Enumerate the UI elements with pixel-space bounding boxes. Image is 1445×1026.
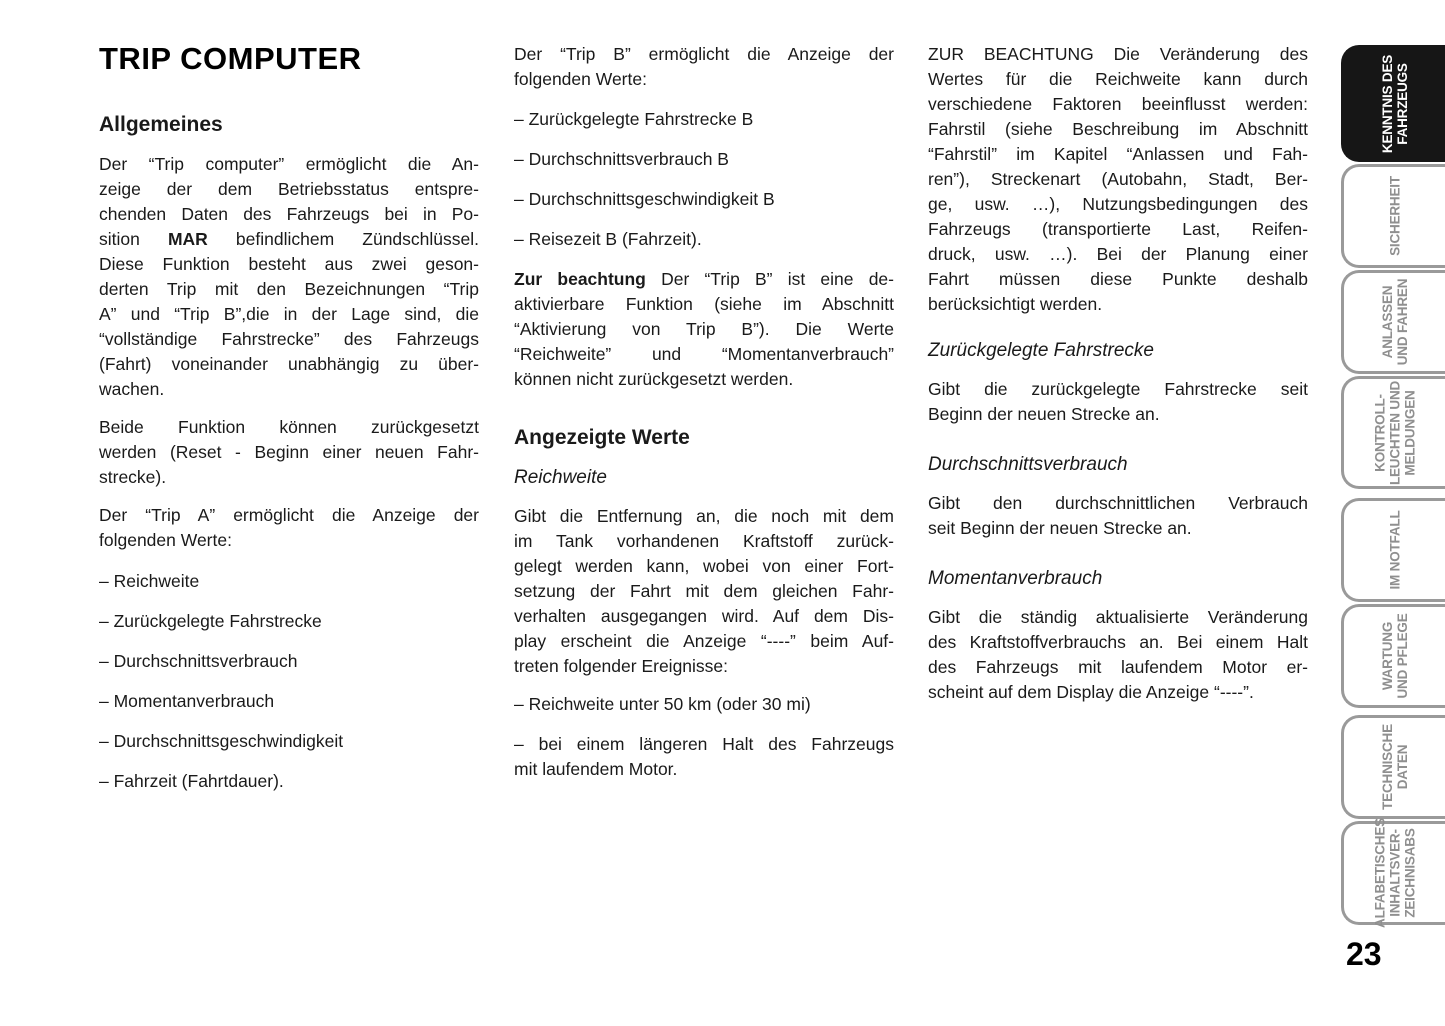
tab-kontrollleuchten-und-meldungen[interactable]: [1341, 376, 1445, 489]
tab-label: TECHNISCHE DATEN: [1379, 724, 1410, 810]
tab-label: ALFABETISCHES INHALTSVER- ZEICHNISABS: [1372, 818, 1417, 928]
tab-technische-daten[interactable]: [1341, 715, 1445, 819]
list-item: – Zurückgelegte Fahrstrecke B: [514, 109, 754, 129]
tab-kenntnis-des-fahrzeugs[interactable]: [1341, 45, 1445, 162]
paragraph: Gibt den durchschnittlichen Verbrauch seit Beginn der neuen Strecke an.: [928, 493, 1308, 538]
tab-im-notfall[interactable]: [1341, 498, 1445, 602]
subheading-zurueckgelegte-fahrstrecke: Zurückgelegte Fahrstrecke: [928, 340, 1154, 361]
section-heading-allgemeines: Allgemeines: [99, 113, 223, 136]
chapter-tab-rail: [1341, 45, 1445, 927]
tab-label: ANLASSEN UND FAHREN: [1379, 278, 1410, 366]
paragraph: Gibt die ständig aktualisierte Veränderung des Kraftstoffverbrauchs an. Bei einem Halt des Fahrzeugs mit laufendem Motor er- scheint auf dem Display die Anzeige “----”.: [928, 607, 1308, 702]
column-left: [99, 42, 479, 809]
tab-label: IM NOTFALL: [1387, 510, 1402, 590]
list-item: – Durchschnittsverbrauch: [99, 651, 298, 671]
note-paragraph: ZUR BEACHTUNG Die Veränderung des Wertes für die Reichweite kann durch verschiedene Faktoren beeinflusst werden: Fahrstil (siehe Beschreibung im Abschnitt “Fahrstil” im Kapitel “Anlassen und Fah- ren”), Streckenart (Autobahn, Stadt, Ber- ge, usw. …), Nutzungsbedingungen des Fahrzeugs (transportierte Last, Reifen- druck, usw. …). Bei der Planung einer Fahrt müssen diese Punkte deshalb berücksichtigt werden.: [928, 44, 1308, 314]
paragraph: Der “Trip A” ermöglicht die Anzeige der folgenden Werte:: [99, 505, 479, 550]
trip-b-values-list: [514, 107, 894, 252]
subheading-reichweite: Reichweite: [514, 467, 607, 488]
list-item: – Zurückgelegte Fahrstrecke: [99, 611, 322, 631]
note-paragraph: Zur beachtung Der “Trip B” ist eine de- aktivierbare Funktion (siehe im Abschnitt “Aktivierung von Trip B”). Die Werte “Reichweite” und “Momentanverbrauch” können nicht zurückgesetzt werden.: [514, 269, 894, 389]
tab-wartung-und-pflege[interactable]: [1341, 604, 1445, 708]
tab-label: KONTROLL- LEUCHTEN UND MELDUNGEN: [1372, 380, 1417, 485]
paragraph: Der “Trip computer” ermöglicht die An- zeige der dem Betriebsstatus entspre- chenden Daten des Fahrzeugs bei in Po- sition MAR befindlichem Zündschlüssel. Diese Funktion besteht aus zwei geson- derten Trip mit den Bezeichnungen “Trip A” und “Trip B”,die in der Lage sind, die “vollständige Fahrstrecke” des Fahrzeugs (Fahrt) voneinander unabhängig zu über- wachen.: [99, 154, 480, 399]
list-item: – Durchschnittsgeschwindigkeit: [99, 731, 344, 751]
tab-label: WARTUNG UND PFLEGE: [1379, 613, 1410, 699]
list-item: – Reisezeit B (Fahrzeit).: [514, 229, 702, 249]
subheading-durchschnittsverbrauch: Durchschnittsverbrauch: [928, 454, 1128, 475]
paragraph: Beide Funktion können zurückgesetzt werden (Reset - Beginn einer neuen Fahr- strecke).: [99, 417, 479, 487]
paragraph: Gibt die zurückgelegte Fahrstrecke seit Beginn der neuen Strecke an.: [928, 379, 1308, 424]
reichweite-events-list: [514, 692, 894, 782]
tab-alfabetisches-inhaltsverzeichnis[interactable]: [1341, 818, 1445, 928]
list-item: – Durchschnittsverbrauch B: [514, 149, 729, 169]
section-heading-angezeigte-werte: Angezeigte Werte: [514, 426, 690, 449]
tab-anlassen-und-fahren[interactable]: [1341, 270, 1445, 374]
column-middle: [514, 42, 894, 797]
list-item: – Durchschnittsgeschwindigkeit B: [514, 189, 775, 209]
list-item: – bei einem längeren Halt des Fahrzeugs mit laufendem Motor.: [514, 734, 894, 779]
list-item: – Fahrzeit (Fahrtdauer).: [99, 771, 284, 791]
tab-sicherheit[interactable]: [1341, 164, 1445, 268]
paragraph: Gibt die Entfernung an, die noch mit dem im Tank vorhandenen Kraftstoff zurück- gelegt werden kann, wobei von einer Fort- setzung der Fahrt mit dem gleichen Fahr- verhalten ausgegangen wird. Auf dem Dis- play erscheint die Anzeige “----” beim Auf- treten folgender Ereignisse:: [514, 506, 894, 676]
subheading-momentanverbrauch: Momentanverbrauch: [928, 568, 1103, 589]
trip-a-values-list: [99, 569, 479, 794]
paragraph: Der “Trip B” ermöglicht die Anzeige der folgenden Werte:: [514, 44, 894, 89]
list-item: – Reichweite unter 50 km (oder 30 mi): [514, 694, 811, 714]
list-item: – Momentanverbrauch: [99, 691, 275, 711]
page-title: TRIP COMPUTER: [99, 41, 362, 76]
list-item: – Reichweite: [99, 571, 200, 591]
tab-label: KENNTNIS DES FAHRZEUGS: [1379, 54, 1410, 153]
tab-label: SICHERHEIT: [1387, 176, 1402, 256]
column-right: [928, 42, 1308, 718]
page-number: 23: [1346, 936, 1382, 972]
